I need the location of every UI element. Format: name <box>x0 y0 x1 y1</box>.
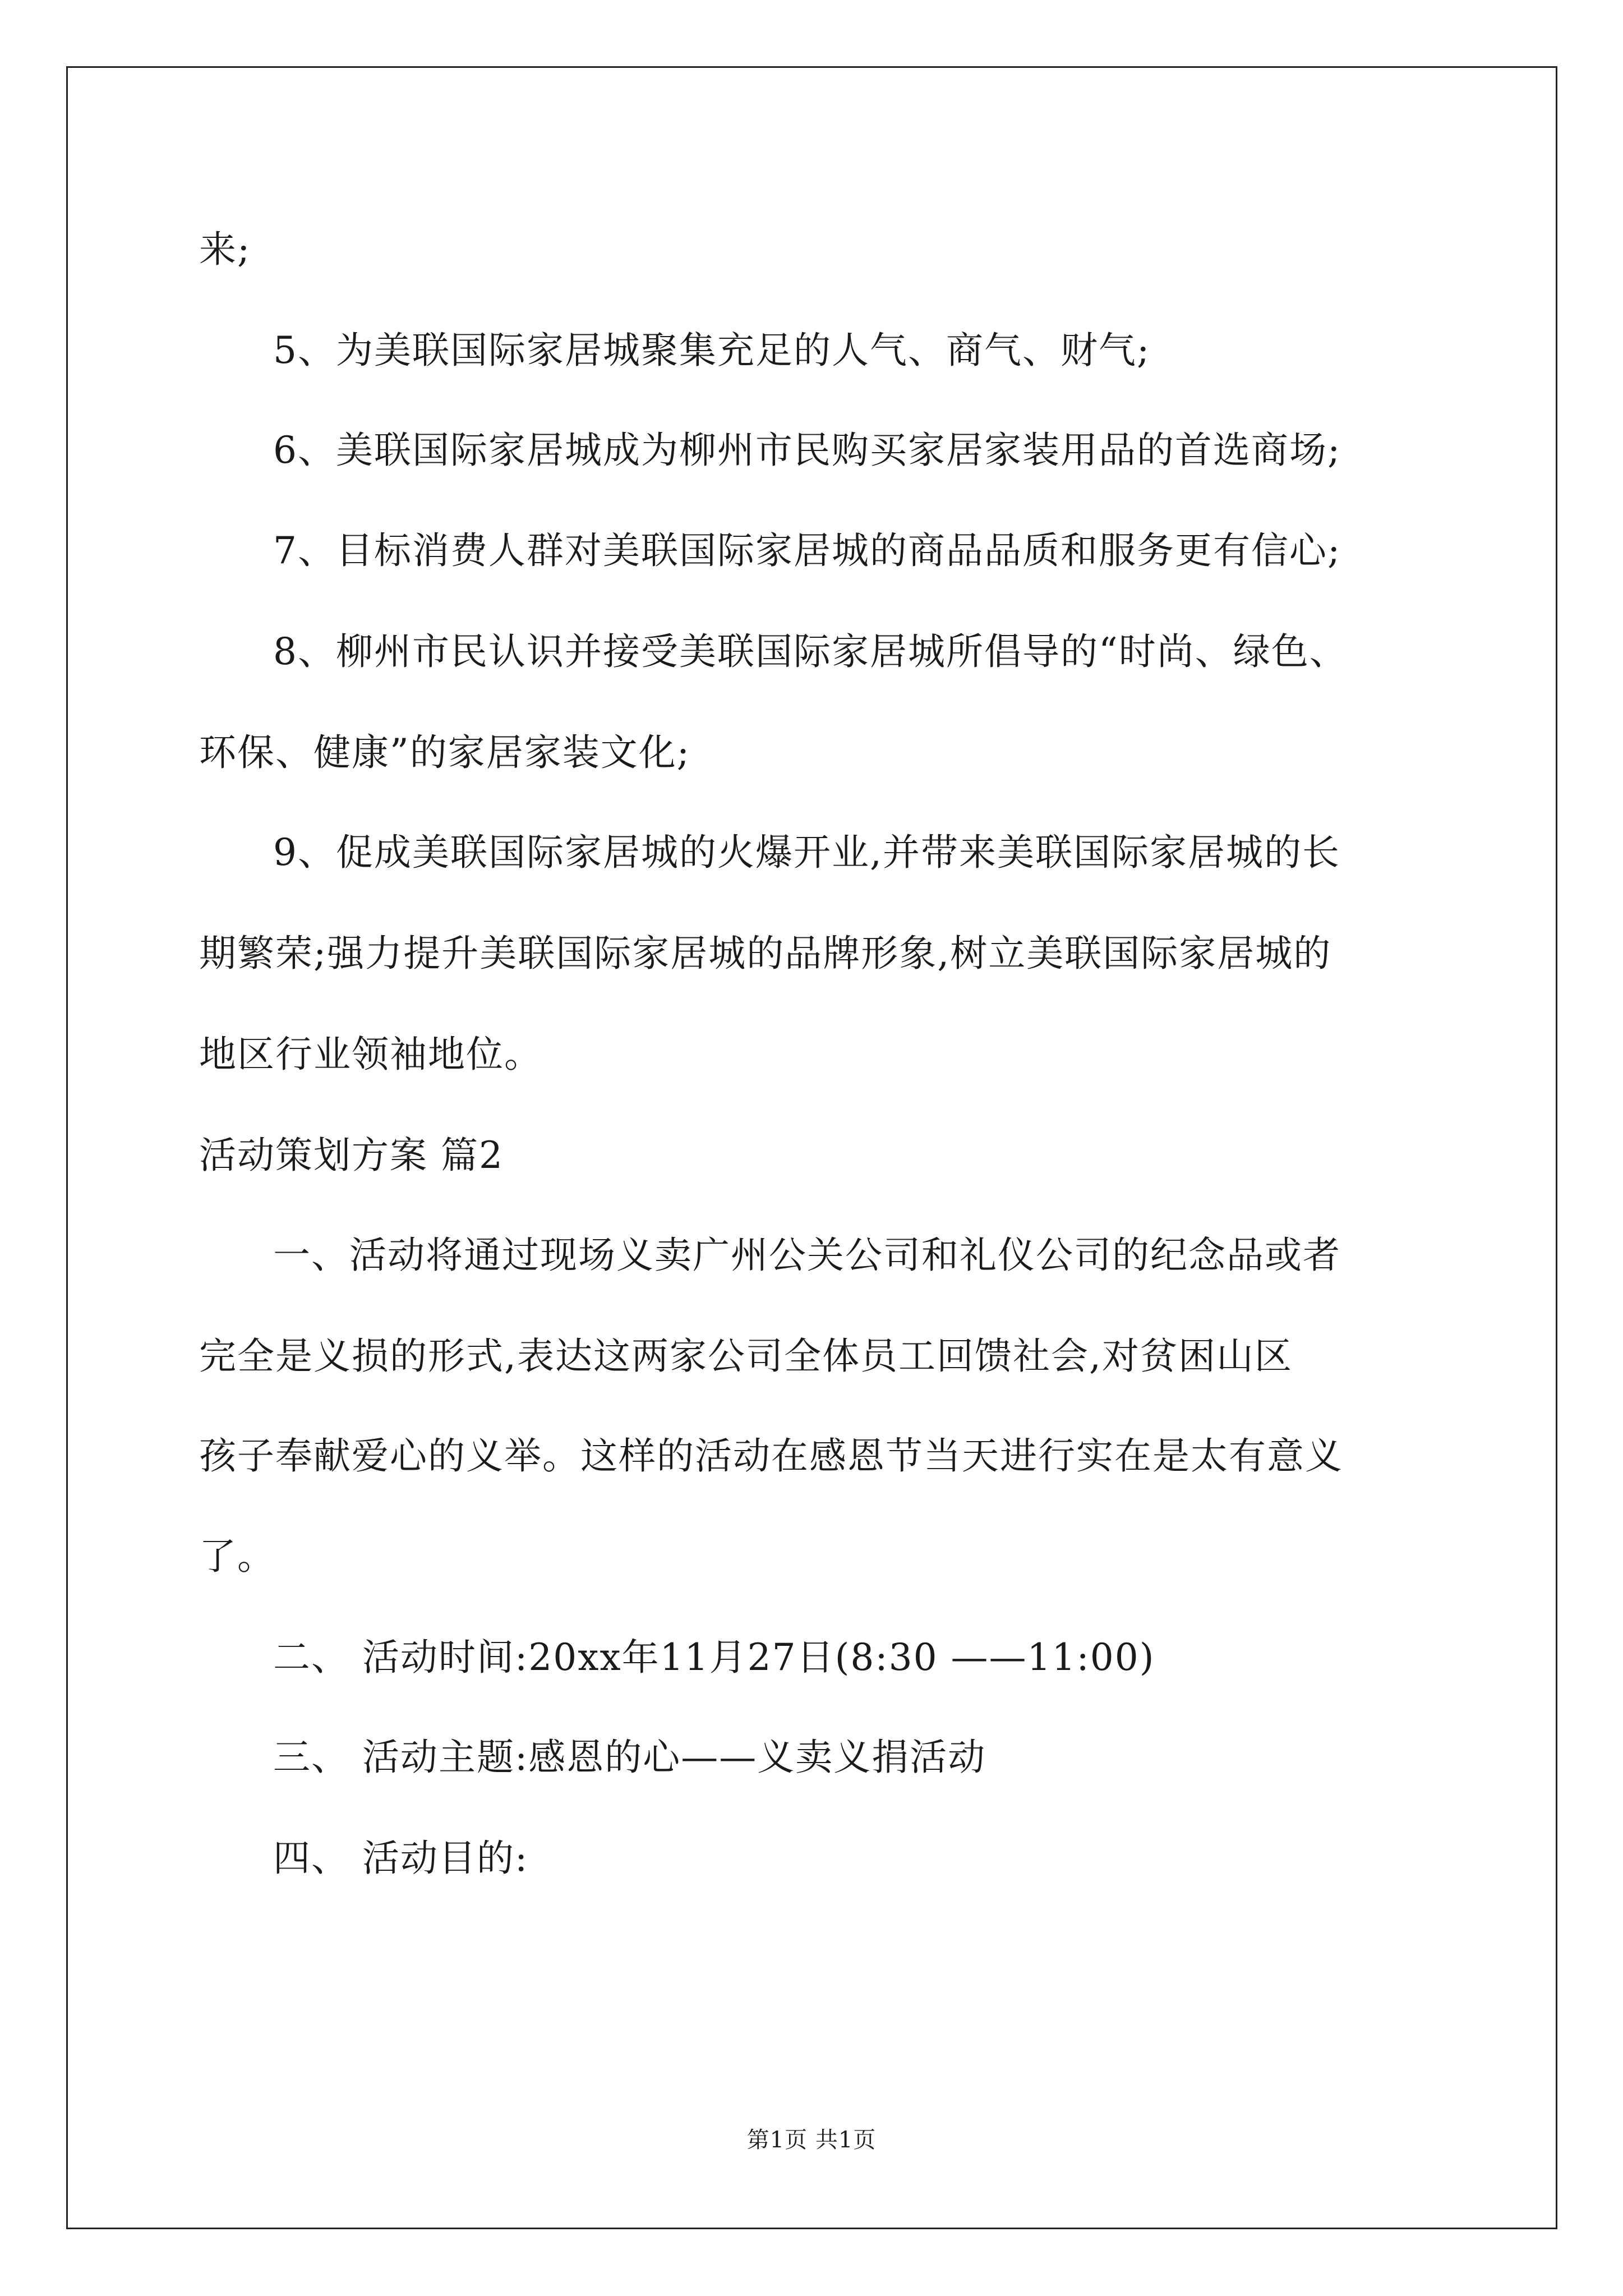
paragraph-line: 四、 活动目的: <box>273 1837 529 1880</box>
paragraph-line: 期繁荣;强力提升美联国际家居城的品牌形象,树立美联国际家居城的 <box>199 932 1332 975</box>
paragraph-line: 5、为美联国际家居城聚集充足的人气、商气、财气; <box>273 329 1151 372</box>
paragraph-line: 8、柳州市民认识并接受美联国际家居城所倡导的“时尚、绿色、 <box>273 630 1348 673</box>
paragraph-line: 环保、健康”的家居家装文化; <box>199 731 690 774</box>
section-heading: 活动策划方案 篇2 <box>199 1134 504 1177</box>
paragraph-line: 一、活动将通过现场义卖广州公关公司和礼仪公司的纪念品或者 <box>273 1234 1341 1277</box>
paragraph-line: 三、 活动主题:感恩的心——义卖义捐活动 <box>273 1736 986 1779</box>
page-footer: 第1页 共1页 <box>746 2127 877 2153</box>
paragraph-line: 9、促成美联国际家居城的火爆开业,并带来美联国际家居城的长 <box>273 831 1340 874</box>
paragraph-line: 二、 活动时间:20xx年11月27日(8:30 ——11:00) <box>273 1636 1155 1679</box>
paragraph-line: 孩子奉献爱心的义举。这样的活动在感恩节当天进行实在是太有意义 <box>199 1434 1343 1478</box>
paragraph-line: 6、美联国际家居城成为柳州市民购买家居家装用品的首选商场; <box>273 429 1341 472</box>
paragraph-line: 来; <box>199 228 251 271</box>
paragraph-line: 完全是义损的形式,表达这两家公司全体员工回馈社会,对贫困山区 <box>199 1335 1293 1378</box>
paragraph-line: 地区行业领袖地位。 <box>199 1033 542 1076</box>
paragraph-line: 了。 <box>199 1535 275 1578</box>
paragraph-line: 7、目标消费人群对美联国际家居城的商品品质和服务更有信心; <box>273 529 1341 572</box>
